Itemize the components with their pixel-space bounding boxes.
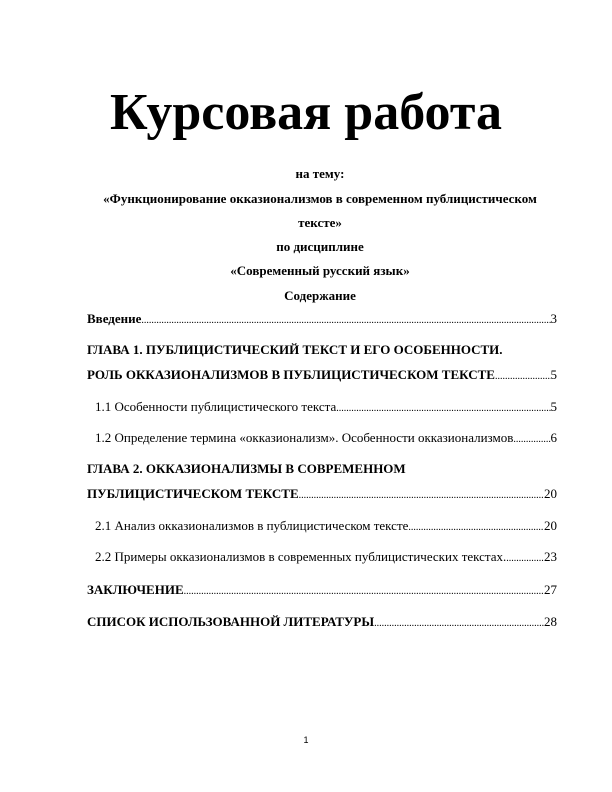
toc-entry-label-line-2: РОЛЬ ОККАЗИОНАЛИЗМОВ В ПУБЛИЦИСТИЧЕСКОМ ТЕКСТЕ — [87, 367, 495, 382]
toc-entry-label: 2.2 Примеры окказионализмов в современных публицистических текстах. — [95, 549, 507, 564]
contents-heading: Содержание — [284, 288, 356, 303]
topic-title-line-2: тексте» — [298, 215, 342, 230]
toc-entry-bibliography[interactable] — [87, 614, 557, 632]
toc-page-number: 3 — [550, 311, 557, 326]
toc-entry-label: 1.2 Определение термина «окказионализм». Особенности окказионализмов — [95, 430, 514, 445]
toc-page-number: 20 — [544, 518, 557, 533]
toc-leader-dots — [299, 488, 544, 504]
toc-leader-dots — [408, 520, 544, 536]
toc-leader-dots — [184, 584, 544, 600]
page-number: 1 — [303, 735, 309, 745]
toc-leader-dots — [374, 616, 544, 632]
toc-page-number: 5 — [550, 367, 557, 382]
toc-page-number: 27 — [544, 582, 557, 597]
toc-entry-section-2-2[interactable] — [95, 549, 557, 567]
toc-entry-section-1-1[interactable] — [95, 399, 557, 417]
toc-page-number: 6 — [550, 430, 557, 445]
toc-page-number: 28 — [544, 614, 557, 629]
toc-entry-label: 2.1 Анализ окказионализмов в публицистическом тексте — [95, 518, 409, 533]
toc-entry-section-2-1[interactable] — [95, 518, 557, 536]
toc-entry-label-line-1: ГЛАВА 2. ОККАЗИОНАЛИЗМЫ В СОВРЕМЕННОМ — [87, 461, 406, 476]
toc-entry-introduction[interactable] — [87, 311, 557, 329]
toc-page-number: 23 — [544, 549, 557, 564]
topic-label: на тему: — [295, 166, 345, 181]
topic-title-line-1: «Функционирование окказионализмов в современном публицистическом — [103, 191, 537, 206]
toc-entry-label-line-1: ГЛАВА 1. ПУБЛИЦИСТИЧЕСКИЙ ТЕКСТ И ЕГО ОСОБЕННОСТИ. — [87, 342, 503, 357]
toc-entry-chapter-2[interactable] — [87, 461, 557, 504]
toc-leader-dots — [141, 313, 550, 329]
toc-leader-dots — [506, 551, 544, 567]
toc-entry-label: ЗАКЛЮЧЕНИЕ — [87, 582, 184, 597]
toc-leader-dots — [513, 432, 550, 448]
discipline-name: «Современный русский язык» — [230, 263, 410, 278]
toc-entry-label-line-2: ПУБЛИЦИСТИЧЕСКОМ ТЕКСТЕ — [87, 486, 299, 501]
toc-entry-label: 1.1 Особенности публицистического текста — [95, 399, 337, 414]
toc-entry-label: Введение — [87, 311, 142, 326]
toc-entry-chapter-1[interactable] — [87, 342, 557, 385]
toc-leader-dots — [495, 369, 551, 385]
toc-page-number: 20 — [544, 486, 557, 501]
toc-entry-section-1-2[interactable] — [95, 430, 557, 448]
toc-entry-label: СПИСОК ИСПОЛЬЗОВАННОЙ ЛИТЕРАТУРЫ — [87, 614, 375, 629]
discipline-label: по дисциплине — [276, 239, 364, 254]
toc-leader-dots — [336, 401, 550, 417]
toc-entry-conclusion[interactable] — [87, 582, 557, 600]
document-title: Курсовая работа — [109, 84, 503, 141]
toc-page-number: 5 — [550, 399, 557, 414]
